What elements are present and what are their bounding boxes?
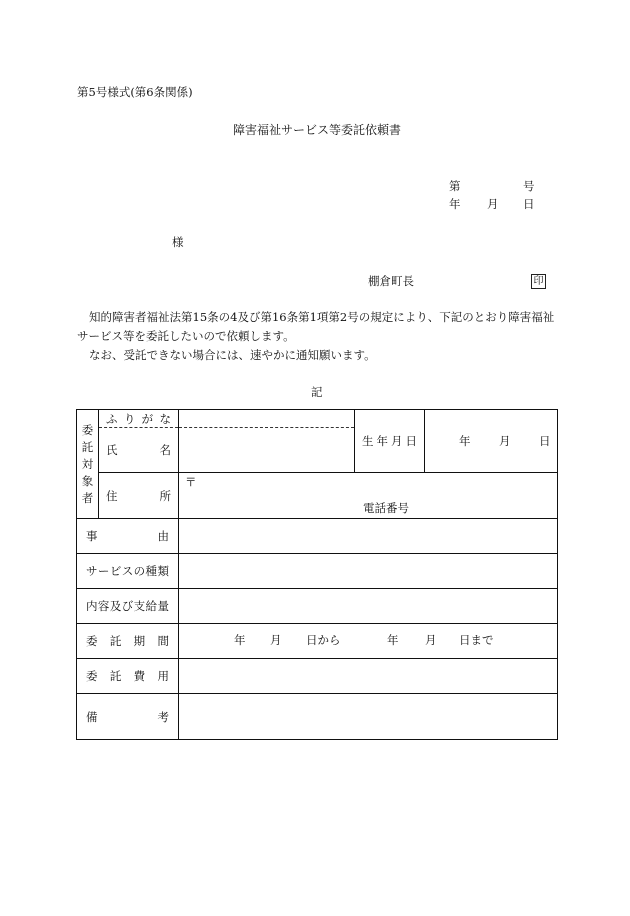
cost-char: 費 [133, 669, 146, 683]
content-amount-char: び [121, 599, 134, 613]
birth-month: 月 [499, 434, 511, 448]
target-person-label: 委 託 対 象 者 [77, 410, 99, 519]
name-label [99, 428, 179, 473]
content-amount-input[interactable] [179, 589, 558, 624]
period-char: 委 [86, 634, 98, 648]
name-char: 氏 [106, 443, 118, 457]
cost-input[interactable] [179, 659, 558, 694]
period-input[interactable] [179, 624, 558, 659]
period-to-day: 日まで [459, 633, 494, 647]
period-from-month: 月 [270, 633, 282, 647]
furigana-char: ふ [106, 411, 118, 426]
service-type-char: 類 [157, 564, 169, 578]
content-amount-char: 内 [86, 599, 98, 613]
address-char: 住 [106, 488, 118, 503]
birthdate-char: 生 [362, 434, 374, 448]
remarks-input[interactable] [179, 694, 558, 740]
body-line-1: 知的障害者福祉法第15条の4及び第16条第1項第2号の規定により、下記のとおり障害福祉 [89, 310, 555, 324]
period-label [77, 624, 179, 659]
furigana-char: な [159, 411, 171, 426]
sender-name: 棚倉町長 [368, 274, 414, 288]
date-year: 年 [449, 197, 461, 211]
reason-input[interactable] [179, 519, 558, 554]
reason-char: 事 [86, 529, 98, 543]
content-amount-char: 容 [97, 599, 110, 613]
cost-char: 委 [86, 669, 98, 683]
period-char: 託 [109, 634, 122, 648]
service-type-label [77, 554, 179, 589]
remarks-char: 備 [86, 709, 98, 724]
period-to-year: 年 [387, 633, 399, 647]
birthdate-char: 年 [376, 434, 388, 448]
document-title: 障害福祉サービス等委託依頼書 [233, 123, 402, 137]
phone-label: 電話番号 [363, 501, 409, 515]
birthdate-label [355, 410, 425, 473]
name-char: 名 [159, 443, 171, 457]
service-type-input[interactable] [179, 554, 558, 589]
birthdate-char: 月 [391, 434, 403, 448]
birth-day: 日 [539, 434, 551, 448]
name-input[interactable] [179, 428, 355, 473]
service-type-char: ー [97, 564, 110, 578]
cost-char: 用 [157, 669, 169, 683]
content-amount-char: 量 [157, 599, 169, 613]
period-from-year: 年 [234, 633, 246, 647]
body-line-2: サービス等を委託したいので依頼します。 [77, 329, 295, 343]
cost-label [77, 659, 179, 694]
request-form-table [76, 409, 558, 740]
form-number: 第5号様式(第6条関係) [77, 85, 193, 99]
period-char: 期 [133, 634, 146, 648]
period-from-day: 日から [306, 633, 341, 647]
furigana-char: が [141, 411, 154, 426]
content-amount-char: 及 [109, 599, 122, 613]
service-type-char: ビ [109, 564, 122, 578]
service-type-char: の [133, 564, 146, 578]
reason-label [77, 519, 179, 554]
cost-char: 託 [109, 669, 122, 683]
remarks-label [77, 694, 179, 740]
content-amount-char: 給 [145, 599, 158, 613]
doc-number-suffix: 号 [523, 179, 535, 193]
remarks-char: 考 [157, 709, 169, 724]
addressee-suffix: 様 [172, 235, 184, 249]
birth-year: 年 [459, 434, 471, 448]
seal-stamp: 印 [531, 274, 546, 289]
period-char: 間 [157, 634, 169, 648]
address-input[interactable] [179, 473, 558, 519]
birthdate-input[interactable] [425, 410, 558, 473]
content-amount-label [77, 589, 179, 624]
doc-number-prefix: 第 [449, 179, 461, 193]
furigana-input[interactable] [179, 410, 355, 428]
address-char: 所 [159, 488, 171, 503]
furigana-label [99, 410, 179, 428]
service-type-char: ス [121, 564, 134, 578]
body-line-3: なお、受託できない場合には、速やかに通知願います。 [89, 348, 376, 362]
ki-heading: 記 [311, 385, 323, 399]
service-type-char: 種 [145, 564, 158, 578]
date-month: 月 [487, 197, 499, 211]
address-label [99, 473, 179, 519]
postal-mark-icon: 〒 [185, 475, 197, 489]
date-day: 日 [523, 197, 535, 211]
furigana-char: り [123, 411, 136, 426]
service-type-char: サ [86, 564, 98, 578]
content-amount-char: 支 [133, 599, 146, 613]
reason-char: 由 [157, 529, 169, 543]
birthdate-char: 日 [405, 434, 417, 448]
period-to-month: 月 [425, 633, 437, 647]
